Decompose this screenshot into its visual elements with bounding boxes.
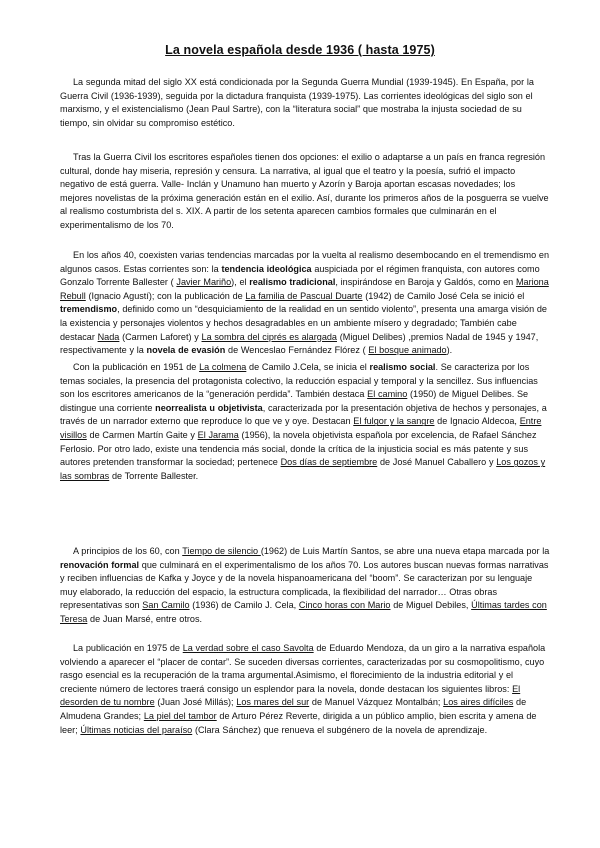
book-title: Tiempo de silencio bbox=[182, 546, 261, 556]
text-run: auspiciada por el régimen franquista, con autores como Gonzalo Torrente Ballester ( bbox=[60, 263, 540, 288]
book-title: La colmena bbox=[199, 362, 247, 372]
book-title: El bosque animado bbox=[368, 345, 447, 356]
text-run: La segunda mitad del siglo XX está condicionada por la Segunda Guerra Mundial (1939-1945). En España, por la Guerra Civil (1936-1939), seguida por la dictadura franquista (1939-1975). Las corrientes ideológicas del siglo son el marxismo, y el existencialismo (Jean Paul Sartre), con la “literatura social” que mostraba la injusta sociedad de su tiempo, sin olvidar su compromiso estético. bbox=[60, 77, 534, 128]
bold-term: renovación formal bbox=[60, 559, 140, 570]
text-run: de Arturo Pérez Reverte, dirigida a un público amplio, bien escrita y amena de leer; bbox=[60, 710, 537, 735]
book-title: Mariona Rebull bbox=[60, 277, 549, 301]
text-run: . Se caracteriza por los temas sociales, la presencia del protagonista colectivo, la reducción espacial y temporal y la sencillez. Sus influencias son los escritores americanos de la “generación perdida”. También destaca bbox=[60, 362, 538, 400]
text-run: de José Manuel Caballero y bbox=[377, 457, 497, 468]
text-run: de Juan Marsé, entre otros. bbox=[87, 613, 203, 624]
text-run: (1962) de Luis Martín Santos, se abre una nueva etapa marcada por la bbox=[260, 546, 550, 556]
paragraph-5 bbox=[60, 545, 550, 627]
text-run: Tras la Guerra Civil los escritores españoles tienen dos opciones: el exilio o adaptarse a un país en franca regresión cultural, donde hay miseria, represión y censura. La narrativa, al igual que el teatro y la poesía, sufrió el impacto negativo de está guerra. Valle- Inclán y Unamuno han muerto y Azorín y Baroja aportan escasas novedades; los mejores novelistas de la próxima generación están en el exilio. Así, durante los primeros años de la posguerra se vuelve al realismo costumbrista del s. XIX. A partir de los setenta aparecen cambios formales que culminarán en el experimentalismo de los 70. bbox=[60, 152, 549, 230]
text-run: de Miguel Debiles, bbox=[390, 600, 472, 611]
text-run: (Juan José Millás); bbox=[154, 697, 237, 708]
book-title: Javier Mariño bbox=[176, 277, 232, 288]
text-run: La publicación en 1975 de bbox=[73, 643, 183, 653]
paragraph-2 bbox=[60, 151, 550, 233]
book-title: Entre visillos bbox=[60, 416, 542, 440]
book-title: San Camilo bbox=[142, 600, 190, 611]
book-title: Los gozos y las sombras bbox=[60, 457, 546, 481]
text-run: (Miguel Delibes) ,premios Nadal de 1945 y 1947, respectivamente y la bbox=[60, 331, 539, 356]
text-run: (Clara Sánchez) que renueva el subgénero de la novela de aprendizaje. bbox=[192, 724, 488, 735]
book-title: El fulgor y la sangre bbox=[353, 416, 435, 427]
book-title: El Jarama bbox=[197, 429, 239, 440]
text-run: de Wenceslao Fernández Flórez ( bbox=[225, 345, 369, 356]
text-run: , caracterizada por la presentación objetiva de hechos y personajes, a través de un narrador externo que reproduce lo que ve y oye. Destacan bbox=[60, 402, 547, 427]
bold-term: realismo social bbox=[369, 362, 436, 372]
book-title: La verdad sobre el caso Savolta bbox=[182, 643, 314, 653]
text-run: ). bbox=[446, 345, 453, 356]
book-title: El desorden de tu nombre bbox=[60, 683, 521, 708]
bold-term: tendencia ideológica bbox=[221, 263, 312, 274]
book-title: La piel del tambor bbox=[143, 710, 217, 721]
text-run: de Camilo J.Cela, se inicia el bbox=[246, 362, 370, 372]
text-run: de Manuel Vázquez Montalbán; bbox=[309, 697, 444, 708]
text-run: (1950) de Miguel Delibes. Se distingue una corriente bbox=[60, 389, 529, 413]
text-run: (Ignacio Agustí); con la publicación de bbox=[85, 290, 246, 301]
text-run: de Almudena Grandes; bbox=[60, 697, 527, 721]
book-title: Dos días de septiembre bbox=[280, 457, 378, 468]
text-run: (Carmen Laforet) y bbox=[119, 331, 202, 342]
document-title: La novela española desde 1936 ( hasta 1975) bbox=[165, 43, 435, 57]
text-run: de Torrente Ballester. bbox=[109, 470, 199, 481]
text-run: de Eduardo Mendoza, da un giro a la narrativa española volviendo a aparecer el “placer de contar”. Se suceden diversas corrientes, caracterizadas por su cosmopolitismo, cuyo rasgo esencial es la recuperación de la trama argumental.Asimismo, el florecimiento de la industria editorial y el creciente número de lectores traerá consigo un esplendor para la novela, donde destacan los siguientes libros: bbox=[60, 643, 546, 694]
book-title: La familia de Pascual Duarte bbox=[245, 290, 363, 301]
paragraph-4 bbox=[60, 361, 550, 483]
book-title: La sombra del ciprés es alargada bbox=[201, 331, 337, 342]
paragraph-3 bbox=[60, 249, 550, 358]
text-run: En los años 40, coexisten varias tendencias marcadas por la vuelta al realismo desembocando en el tremendismo en algunos casos. Estas corrientes son: la bbox=[60, 250, 550, 274]
text-run: , inspirándose en Baroja y Galdós, como en bbox=[335, 277, 516, 288]
text-run: Con la publicación en 1951 de bbox=[73, 362, 200, 372]
paragraph-1 bbox=[60, 76, 550, 130]
paragraph-6 bbox=[60, 642, 550, 737]
text-run: ), el bbox=[231, 277, 250, 288]
bold-term: neorrealista u objetivista bbox=[155, 402, 263, 413]
book-title: Cinco horas con Mario bbox=[298, 600, 391, 611]
text-run: , definido como un “desquiciamiento de la realidad en un sentido violento”, presenta una amarga visión de la existencia y personajes violentos y hechos desagradables en un ambiente mísero y degradado; También cabe destacar bbox=[60, 304, 547, 342]
text-run: A principios de los 60, con bbox=[73, 546, 183, 556]
book-title: Los aires difíciles bbox=[443, 697, 514, 708]
book-title: El camino bbox=[367, 389, 408, 400]
text-run: que culminará en el experimentalismo de los años 70. Los autores buscan nuevas formas narrativas y reciben influencias de Kafka y Joyce y de la novela hispanoamericana del “boom”. Se caracterizan por su lenguaje muy elaborado, la reducción del espacio, la estructura complicada, la flexibilidad del narrador… Otras obras representativas son bbox=[60, 559, 549, 611]
text-run: (1942) de Camilo José Cela se inició el bbox=[362, 290, 525, 301]
book-title: Los mares del sur bbox=[236, 697, 310, 708]
book-title: Últimas noticias del paraíso bbox=[80, 724, 193, 735]
book-title: Nada bbox=[97, 331, 120, 342]
bold-term: tremendismo bbox=[60, 304, 118, 315]
bold-term: realismo tradicional bbox=[249, 277, 336, 288]
book-title: Últimas tardes con Teresa bbox=[60, 600, 547, 624]
text-run: (1936) de Camilo J. Cela, bbox=[189, 600, 299, 611]
text-run: de Carmen Martín Gaite y bbox=[86, 429, 198, 440]
text-run: (1956), la novela objetivista española por excelencia, de Rafael Sánchez Ferlosio. Por otro lado, existe una tendencia más social, donde la crítica de la injusticia social es más patente y sus autores pretenden transformar la sociedad; pertenece bbox=[60, 429, 537, 468]
text-run: de Ignacio Aldecoa, bbox=[434, 416, 520, 427]
bold-term: novela de evasión bbox=[146, 345, 226, 356]
